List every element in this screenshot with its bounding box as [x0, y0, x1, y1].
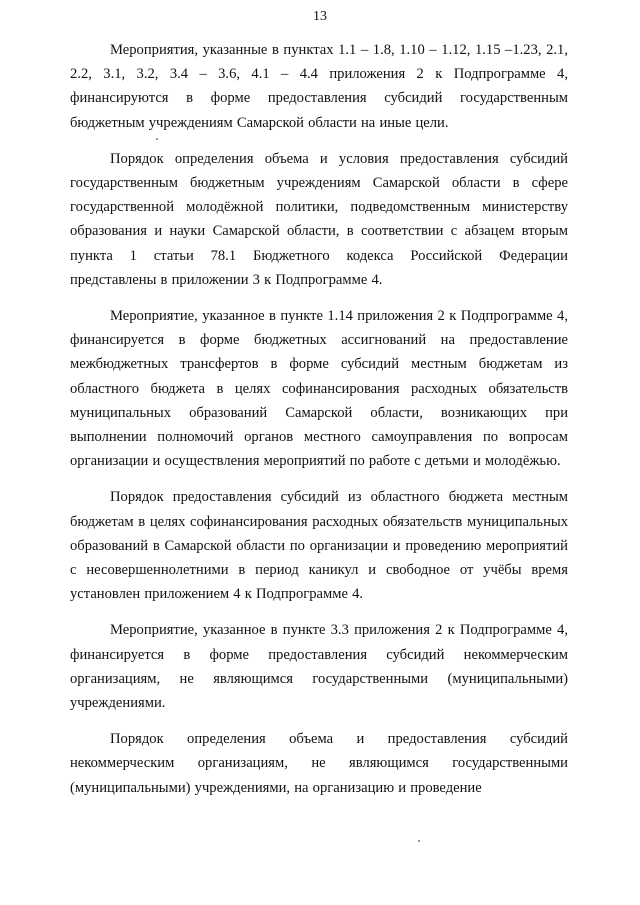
page-number: 13 [313, 9, 327, 24]
paragraph-1: Мероприятия, указанные в пунктах 1.1 – 1.8, 1.10 – 1.12, 1.15 –1.23, 2.1, 2.2, 3.1, 3.2, 3.4 – 3.6, 4.1 – 4.4 приложения 2 к Подпрограмме 4, финансируются в форме предоставления субсидий государственным бюджетным учреждениям Самарской области на иные цели. [70, 42, 568, 131]
paragraph-3: Мероприятие, указанное в пункте 1.14 приложения 2 к Подпрограмме 4, финансируется в форме бюджетных ассигнований на предоставление межбюджетных трансфертов в форме субсидий местным бюджетам из областного бюджета в целях софинансирования расходных обязательств муниципальных образований Самарской области, возникающих при выполнении полномочий органов местного самоуправления по вопросам организации и осуществления мероприятий по работе с детьми и молодёжью. [70, 308, 568, 470]
paragraph-6: Порядок определения объема и предоставления субсидий некоммерческим организациям, не являющимся государственными (муниципальными) учреждениями, на организацию и проведение [70, 731, 568, 796]
scan-speck [418, 840, 420, 842]
scan-speck [156, 138, 158, 140]
paragraph-2: Порядок определения объема и условия предоставления субсидий государственным бюджетным учреждениям Самарской области в сфере государственной молодёжной политики, подведомственным министерству образования и науки Самарской области, в соответствии с абзацем вторым пункта 1 статьи 78.1 Бюджетного кодекса Российской Федерации представлены в приложении 3 к Подпрограмме 4. [70, 150, 568, 288]
paragraph-4: Порядок предоставления субсидий из областного бюджета местным бюджетам в целях софинансирования расходных обязательств муниципальных образований в Самарской области по организации и проведению мероприятий с несовершеннолетними в период каникул и свободное от учёбы время установлен приложением 4 к Подпрограмме 4. [70, 489, 568, 603]
body-text [70, 38, 568, 810]
paragraph-5: Мероприятие, указанное в пункте 3.3 приложения 2 к Подпрограмме 4, финансируется в форме предоставления субсидий некоммерческим организациям, не являющимся государственными (муниципальными) учреждениями. [70, 622, 568, 712]
